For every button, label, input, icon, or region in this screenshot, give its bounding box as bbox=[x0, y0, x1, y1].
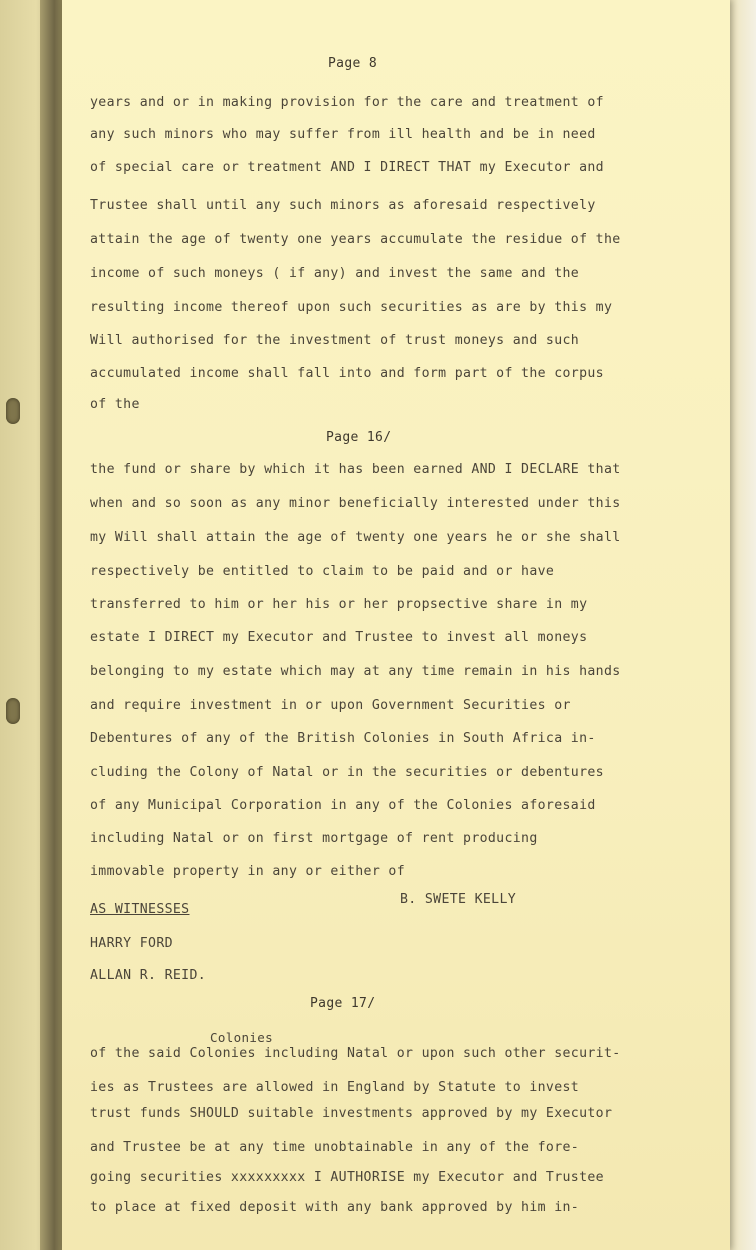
text-line: accumulated income shall fall into and form part of the corpus bbox=[90, 366, 604, 381]
text-line: of the said Colonies including Natal or upon such other securit- bbox=[90, 1046, 621, 1061]
text-line: income of such moneys ( if any) and invest the same and the bbox=[90, 266, 580, 281]
text-line: attain the age of twenty one years accumulate the residue of the bbox=[90, 232, 621, 247]
text-line: and require investment in or upon Government Securities or bbox=[90, 698, 571, 713]
testator-signature: B. SWETE KELLY bbox=[400, 892, 517, 907]
text-line: Debentures of any of the British Colonies in South Africa in- bbox=[90, 731, 596, 746]
background-edge bbox=[726, 0, 756, 1250]
text-line: belonging to my estate which may at any time remain in his hands bbox=[90, 664, 621, 679]
text-line: cluding the Colony of Natal or in the securities or debentures bbox=[90, 765, 604, 780]
text-line: Trustee shall until any such minors as aforesaid respectively bbox=[90, 198, 596, 213]
text-line: immovable property in any or either of bbox=[90, 864, 406, 879]
text-line: of any Municipal Corporation in any of the Colonies aforesaid bbox=[90, 798, 596, 813]
page-label-16: Page 16/ bbox=[326, 430, 392, 445]
text-line: trust funds SHOULD suitable investments approved by my Executor bbox=[90, 1106, 613, 1121]
text-line: years and or in making provision for the care and treatment of bbox=[90, 95, 604, 110]
document-page bbox=[62, 0, 730, 1250]
binding-hole bbox=[6, 398, 20, 424]
text-line: when and so soon as any minor beneficially interested under this bbox=[90, 496, 621, 511]
text-line: going securities xxxxxxxxx I AUTHORISE my Executor and Trustee bbox=[90, 1170, 604, 1185]
witness-heading: AS WITNESSES bbox=[90, 902, 190, 917]
text-line: the fund or share by which it has been earned AND I DECLARE that bbox=[90, 462, 621, 477]
witness-name: HARRY FORD bbox=[90, 936, 173, 951]
text-line: transferred to him or her his or her propsective share in my bbox=[90, 597, 588, 612]
text-line: any such minors who may suffer from ill health and be in need bbox=[90, 127, 596, 142]
text-line: to place at fixed deposit with any bank approved by him in- bbox=[90, 1200, 580, 1215]
text-line: Will authorised for the investment of trust moneys and such bbox=[90, 333, 580, 348]
page-label-8: Page 8 bbox=[328, 56, 378, 71]
text-line: estate I DIRECT my Executor and Trustee to invest all moneys bbox=[90, 630, 588, 645]
binding-hole bbox=[6, 698, 20, 724]
page-label-17: Page 17/ bbox=[310, 996, 376, 1011]
text-line: respectively be entitled to claim to be paid and or have bbox=[90, 564, 555, 579]
text-line: and Trustee be at any time unobtainable in any of the fore- bbox=[90, 1140, 580, 1155]
text-line: my Will shall attain the age of twenty one years he or she shall bbox=[90, 530, 621, 545]
handwritten-insertion: Colonies bbox=[210, 1030, 274, 1045]
text-line: of special care or treatment AND I DIRECT THAT my Executor and bbox=[90, 160, 604, 175]
text-line: including Natal or on first mortgage of rent producing bbox=[90, 831, 538, 846]
witness-name: ALLAN R. REID. bbox=[90, 968, 207, 983]
text-line: ies as Trustees are allowed in England by Statute to invest bbox=[90, 1080, 580, 1095]
text-line: of the bbox=[90, 397, 140, 412]
text-line: resulting income thereof upon such securities as are by this my bbox=[90, 300, 613, 315]
